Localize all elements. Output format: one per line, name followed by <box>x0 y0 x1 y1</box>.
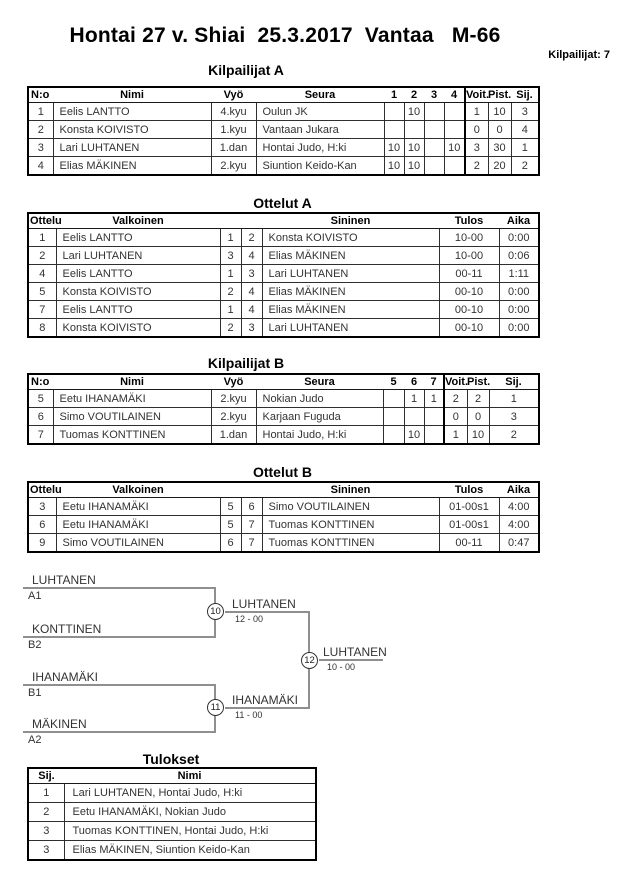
header-row <box>28 87 539 103</box>
cell: 3 <box>241 265 262 283</box>
cell: 1:11 <box>499 265 539 283</box>
section-title-matches-b: Ottelut B <box>252 464 313 480</box>
matches-a-table <box>27 212 540 338</box>
section-title-competitors-a: Kilpailijat A <box>208 62 284 78</box>
cell: 0:47 <box>499 534 539 553</box>
cell: 01-00s1 <box>439 498 499 516</box>
cell: 3 <box>220 247 241 265</box>
bracket-sf2-bottom-seed: A2 <box>28 734 42 746</box>
table-row <box>28 498 539 516</box>
cell: 10 <box>384 139 404 157</box>
cell: 7 <box>241 534 262 553</box>
cell: 00-10 <box>439 319 499 338</box>
bracket-final-score: 10 - 00 <box>327 662 356 672</box>
column-header <box>220 213 241 229</box>
bracket-sf1-bottom-seed: B2 <box>28 639 42 651</box>
cell: 1 <box>28 229 56 247</box>
cell: 10 <box>404 157 424 176</box>
cell: Eetu IHANAMÄKI <box>56 516 220 534</box>
cell: 3 <box>241 319 262 338</box>
column-header: Sininen <box>262 482 439 498</box>
cell <box>424 103 444 121</box>
column-header: 2 <box>404 87 424 103</box>
table-row <box>28 516 539 534</box>
cell: Tuomas KONTTINEN, Hontai Judo, H:ki <box>64 822 316 841</box>
column-header: Sij. <box>511 87 539 103</box>
bracket-sf2-top-name: IHANAMÄKI <box>32 670 99 684</box>
cell: 7 <box>28 426 53 445</box>
cell: Lari LUHTANEN <box>262 319 439 338</box>
cell: 1 <box>511 139 539 157</box>
cell: Konsta KOIVISTO <box>53 121 211 139</box>
cell: Elias MÄKINEN <box>262 283 439 301</box>
cell: 5 <box>28 390 53 408</box>
cell <box>424 139 444 157</box>
cell: Konsta KOIVISTO <box>56 319 220 338</box>
cell: Hontai Judo, H:ki <box>256 426 383 445</box>
cell: 4 <box>241 283 262 301</box>
bracket-line <box>23 731 216 733</box>
cell: Lari LUHTANEN <box>53 139 211 157</box>
cell: 10 <box>444 139 465 157</box>
cell: 6 <box>28 516 56 534</box>
cell: 6 <box>241 498 262 516</box>
cell: Konsta KOIVISTO <box>56 283 220 301</box>
bracket-match-11-badge: 11 <box>207 699 224 716</box>
column-header: Sininen <box>262 213 439 229</box>
column-header: Aika <box>499 482 539 498</box>
cell: 4 <box>241 247 262 265</box>
cell: 1.dan <box>211 426 256 445</box>
cell: 10-00 <box>439 247 499 265</box>
section-title-matches-a: Ottelut A <box>253 195 312 211</box>
column-header: Nimi <box>53 87 211 103</box>
bracket-sf2-top-seed: B1 <box>28 687 42 699</box>
cell: 3 <box>28 498 56 516</box>
cell: Nokian Judo <box>256 390 383 408</box>
cell: 8 <box>28 319 56 338</box>
cell: 3 <box>511 103 539 121</box>
cell <box>444 103 465 121</box>
participants-count: Kilpailijat: 7 <box>548 49 610 61</box>
table-row <box>28 426 539 445</box>
header-row <box>28 768 316 784</box>
column-header: Seura <box>256 374 383 390</box>
column-header: 1 <box>384 87 404 103</box>
cell: 1 <box>28 103 53 121</box>
table-row <box>28 283 539 301</box>
cell: 2 <box>444 390 467 408</box>
competitors-a-table <box>27 86 540 176</box>
bracket-sf1-top-name: LUHTANEN <box>32 573 96 587</box>
cell: 1 <box>220 265 241 283</box>
bracket-sf2-bottom-name: MÄKINEN <box>32 717 87 731</box>
table-row <box>28 157 539 176</box>
bracket-sf1-top-seed: A1 <box>28 590 42 602</box>
cell: 0:00 <box>499 229 539 247</box>
column-header: Nimi <box>53 374 211 390</box>
column-header <box>220 482 241 498</box>
cell: 10 <box>404 426 424 445</box>
cell: 1.kyu <box>211 121 256 139</box>
cell: 4.kyu <box>211 103 256 121</box>
cell <box>383 408 404 426</box>
cell: 1 <box>465 103 488 121</box>
cell: 01-00s1 <box>439 516 499 534</box>
cell: 10 <box>404 103 424 121</box>
table-row <box>28 229 539 247</box>
cell <box>444 157 465 176</box>
table-row <box>28 139 539 157</box>
column-header: Valkoinen <box>56 482 220 498</box>
cell: 1 <box>489 390 539 408</box>
cell: Konsta KOIVISTO <box>262 229 439 247</box>
cell: Eelis LANTTO <box>53 103 211 121</box>
cell: Eetu IHANAMÄKI <box>56 498 220 516</box>
table-row <box>28 319 539 338</box>
bracket-sf1-winner-name: LUHTANEN <box>232 597 296 611</box>
column-header: Voit. <box>445 376 469 388</box>
elimination-bracket <box>0 570 630 760</box>
table-row <box>28 103 539 121</box>
cell <box>384 121 404 139</box>
cell: 10 <box>488 103 511 121</box>
cell: Karjaan Fuguda <box>256 408 383 426</box>
cell: Simo VOUTILAINEN <box>262 498 439 516</box>
column-header: Ottelu <box>30 484 62 496</box>
table-row <box>28 784 316 803</box>
cell: 6 <box>220 534 241 553</box>
cell: Simo VOUTILAINEN <box>53 408 211 426</box>
cell: 2 <box>220 319 241 338</box>
cell: 4 <box>511 121 539 139</box>
cell: 1 <box>404 390 424 408</box>
cell: 9 <box>28 534 56 553</box>
cell: Eelis LANTTO <box>56 301 220 319</box>
bracket-line <box>225 707 310 709</box>
cell <box>424 157 444 176</box>
results-table <box>27 767 317 861</box>
cell: Lari LUHTANEN <box>56 247 220 265</box>
cell: Eelis LANTTO <box>56 229 220 247</box>
column-header: Ottelu <box>30 215 62 227</box>
cell: 30 <box>488 139 511 157</box>
bracket-line <box>319 659 383 661</box>
page-title: Hontai 27 v. Shiai 25.3.2017 Vantaa M-66 <box>69 24 501 47</box>
cell: Eelis LANTTO <box>56 265 220 283</box>
cell: Eetu IHANAMÄKI, Nokian Judo <box>64 803 316 822</box>
cell: 2 <box>28 121 53 139</box>
cell: 2.kyu <box>211 157 256 176</box>
cell: 7 <box>241 516 262 534</box>
cell: 10 <box>384 157 404 176</box>
cell: Tuomas KONTTINEN <box>53 426 211 445</box>
cell: 0 <box>488 121 511 139</box>
cell: 2.kyu <box>211 408 256 426</box>
cell <box>424 121 444 139</box>
bracket-sf2-score: 11 - 00 <box>235 710 263 720</box>
cell: 3 <box>28 139 53 157</box>
cell: 0:00 <box>499 301 539 319</box>
column-header: 7 <box>424 374 444 390</box>
cell <box>424 426 444 445</box>
header-row <box>28 213 539 229</box>
table-row <box>28 265 539 283</box>
cell: 2 <box>489 426 539 445</box>
table-row <box>28 822 316 841</box>
cell: 10-00 <box>439 229 499 247</box>
cell: 10 <box>404 139 424 157</box>
cell <box>383 390 404 408</box>
section-title-results: Tulokset <box>142 751 200 767</box>
bracket-line <box>23 636 216 638</box>
cell: 1.dan <box>211 139 256 157</box>
bracket-sf1-bottom-name: KONTTINEN <box>32 622 102 636</box>
section-title-competitors-b: Kilpailijat B <box>207 355 285 371</box>
cell: 1 <box>28 784 64 803</box>
table-row <box>28 390 539 408</box>
table-row <box>28 408 539 426</box>
cell: 5 <box>220 498 241 516</box>
column-header: Pist. <box>467 376 491 388</box>
matches-b-table <box>27 481 540 553</box>
cell <box>424 408 444 426</box>
cell: 2 <box>220 283 241 301</box>
cell: 00-10 <box>439 283 499 301</box>
cell: 0:00 <box>499 319 539 338</box>
column-header: Aika <box>499 213 539 229</box>
bracket-line <box>23 684 216 686</box>
cell: 3 <box>465 139 488 157</box>
cell: 4 <box>28 265 56 283</box>
column-header: Vyö <box>211 87 256 103</box>
column-header <box>241 213 262 229</box>
cell: 1 <box>220 229 241 247</box>
cell: Elias MÄKINEN, Siuntion Keido-Kan <box>64 841 316 861</box>
column-header: 4 <box>444 87 465 103</box>
cell: Oulun JK <box>256 103 384 121</box>
cell: 4:00 <box>499 498 539 516</box>
column-header <box>241 482 262 498</box>
column-header: Seura <box>256 87 384 103</box>
bracket-match-10-badge: 10 <box>207 603 224 620</box>
bracket-sf1-score: 12 - 00 <box>235 614 264 624</box>
table-row <box>28 841 316 861</box>
cell: 0 <box>444 408 467 426</box>
cell <box>404 121 424 139</box>
competitors-b-table <box>27 373 540 445</box>
cell: Elias MÄKINEN <box>262 301 439 319</box>
cell: Elias MÄKINEN <box>262 247 439 265</box>
cell: 4 <box>28 157 53 176</box>
column-header: Nimi <box>64 768 316 784</box>
cell: Lari LUHTANEN <box>262 265 439 283</box>
table-row <box>28 803 316 822</box>
column-header: N:o <box>28 374 53 390</box>
column-header: N:o <box>28 87 53 103</box>
cell: Hontai Judo, H:ki <box>256 139 384 157</box>
column-header: Voit. <box>466 89 490 101</box>
column-header: Valkoinen <box>56 213 220 229</box>
column-header: Vyö <box>211 374 256 390</box>
cell: 2 <box>511 157 539 176</box>
bracket-final-winner-name: LUHTANEN <box>323 645 387 659</box>
cell: Lari LUHTANEN, Hontai Judo, H:ki <box>64 784 316 803</box>
cell: 2 <box>28 803 64 822</box>
cell: 7 <box>28 301 56 319</box>
column-header: 6 <box>404 374 424 390</box>
cell: 3 <box>28 841 64 861</box>
cell <box>444 121 465 139</box>
column-header: Sij. <box>489 374 539 390</box>
cell: 2.kyu <box>211 390 256 408</box>
cell: Vantaan Jukara <box>256 121 384 139</box>
cell: Elias MÄKINEN <box>53 157 211 176</box>
table-row <box>28 301 539 319</box>
cell: 2 <box>467 390 489 408</box>
header-row <box>28 374 539 390</box>
column-header: Tulos <box>439 213 499 229</box>
cell: 0 <box>467 408 489 426</box>
cell: Siuntion Keido-Kan <box>256 157 384 176</box>
cell: 0:06 <box>499 247 539 265</box>
table-row <box>28 534 539 553</box>
cell: 0:00 <box>499 283 539 301</box>
cell: 00-11 <box>439 265 499 283</box>
cell: 1 <box>444 426 467 445</box>
bracket-line <box>225 611 310 613</box>
cell: 2 <box>241 229 262 247</box>
cell: 3 <box>28 822 64 841</box>
column-header: 5 <box>383 374 404 390</box>
column-header: Pist. <box>488 89 512 101</box>
cell: 5 <box>28 283 56 301</box>
cell: 4:00 <box>499 516 539 534</box>
cell: 6 <box>28 408 53 426</box>
column-header: Sij. <box>28 768 64 784</box>
cell: 3 <box>489 408 539 426</box>
cell: 2 <box>465 157 488 176</box>
cell: 5 <box>220 516 241 534</box>
cell: Eetu IHANAMÄKI <box>53 390 211 408</box>
cell: Tuomas KONTTINEN <box>262 516 439 534</box>
cell <box>404 408 424 426</box>
cell: 1 <box>424 390 444 408</box>
bracket-line <box>23 587 216 589</box>
cell: 00-10 <box>439 301 499 319</box>
column-header: Tulos <box>439 482 499 498</box>
cell: 20 <box>488 157 511 176</box>
bracket-sf2-winner-name: IHANAMÄKI <box>232 693 299 707</box>
cell: Tuomas KONTTINEN <box>262 534 439 553</box>
cell: 00-11 <box>439 534 499 553</box>
table-row <box>28 121 539 139</box>
cell <box>384 103 404 121</box>
cell <box>383 426 404 445</box>
column-header: 3 <box>424 87 444 103</box>
cell: 2 <box>28 247 56 265</box>
cell: Simo VOUTILAINEN <box>56 534 220 553</box>
bracket-match-12-badge: 12 <box>301 652 318 669</box>
cell: 1 <box>220 301 241 319</box>
header-row <box>28 482 539 498</box>
cell: 0 <box>465 121 488 139</box>
table-row <box>28 247 539 265</box>
cell: 4 <box>241 301 262 319</box>
cell: 10 <box>467 426 489 445</box>
